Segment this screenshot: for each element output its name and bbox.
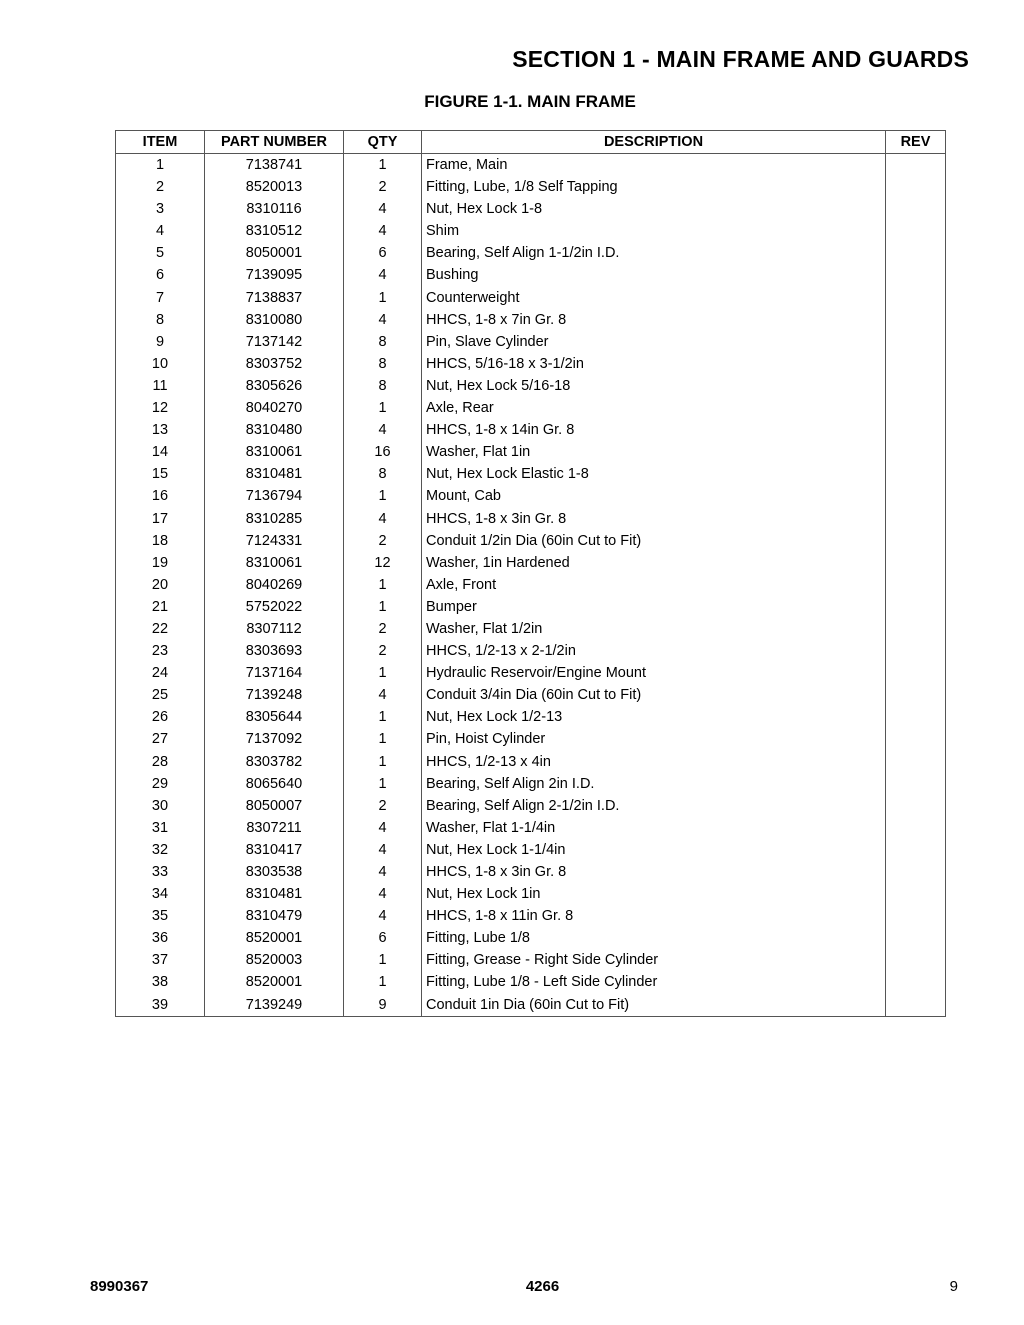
cell-qty: 8	[344, 353, 422, 375]
table-row	[116, 485, 946, 507]
cell-rev	[886, 463, 946, 485]
cell-item: 35	[116, 905, 205, 927]
cell-part-number: 8310481	[205, 883, 344, 905]
cell-qty: 2	[344, 618, 422, 640]
cell-description: Nut, Hex Lock 1/2-13	[422, 706, 886, 728]
cell-qty: 1	[344, 287, 422, 309]
cell-item: 30	[116, 795, 205, 817]
cell-part-number: 7137142	[205, 331, 344, 353]
cell-rev	[886, 640, 946, 662]
cell-part-number: 8307211	[205, 817, 344, 839]
cell-description: Fitting, Lube 1/8	[422, 927, 886, 949]
cell-qty: 4	[344, 905, 422, 927]
cell-qty: 1	[344, 154, 422, 177]
cell-description: HHCS, 1-8 x 7in Gr. 8	[422, 309, 886, 331]
cell-description: Bearing, Self Align 1-1/2in I.D.	[422, 242, 886, 264]
cell-item: 32	[116, 839, 205, 861]
column-header-description: DESCRIPTION	[422, 131, 886, 154]
cell-description: Axle, Rear	[422, 397, 886, 419]
cell-qty: 2	[344, 795, 422, 817]
cell-rev	[886, 971, 946, 993]
cell-item: 20	[116, 574, 205, 596]
table-row	[116, 971, 946, 993]
table-row	[116, 684, 946, 706]
cell-item: 28	[116, 751, 205, 773]
cell-part-number: 8040269	[205, 574, 344, 596]
cell-description: Fitting, Grease - Right Side Cylinder	[422, 949, 886, 971]
cell-qty: 4	[344, 419, 422, 441]
cell-description: Hydraulic Reservoir/Engine Mount	[422, 662, 886, 684]
cell-item: 8	[116, 309, 205, 331]
cell-rev	[886, 530, 946, 552]
cell-part-number: 8310061	[205, 552, 344, 574]
cell-part-number: 8310480	[205, 419, 344, 441]
cell-description: Fitting, Lube 1/8 - Left Side Cylinder	[422, 971, 886, 993]
cell-description: Nut, Hex Lock 1in	[422, 883, 886, 905]
cell-item: 34	[116, 883, 205, 905]
cell-rev	[886, 287, 946, 309]
cell-description: HHCS, 1/2-13 x 2-1/2in	[422, 640, 886, 662]
cell-rev	[886, 596, 946, 618]
cell-part-number: 7139249	[205, 994, 344, 1017]
cell-rev	[886, 242, 946, 264]
cell-qty: 4	[344, 220, 422, 242]
cell-rev	[886, 419, 946, 441]
table-row	[116, 242, 946, 264]
cell-qty: 1	[344, 728, 422, 750]
cell-description: HHCS, 5/16-18 x 3-1/2in	[422, 353, 886, 375]
cell-part-number: 8520013	[205, 176, 344, 198]
cell-qty: 1	[344, 596, 422, 618]
cell-qty: 8	[344, 375, 422, 397]
cell-qty: 9	[344, 994, 422, 1017]
cell-rev	[886, 905, 946, 927]
table-row	[116, 264, 946, 286]
cell-item: 6	[116, 264, 205, 286]
table-header-row	[116, 131, 946, 154]
cell-item: 14	[116, 441, 205, 463]
table-row	[116, 817, 946, 839]
cell-item: 7	[116, 287, 205, 309]
column-header-item: ITEM	[116, 131, 205, 154]
cell-item: 10	[116, 353, 205, 375]
cell-rev	[886, 751, 946, 773]
parts-table-body	[116, 154, 946, 1017]
cell-item: 27	[116, 728, 205, 750]
cell-rev	[886, 817, 946, 839]
cell-item: 26	[116, 706, 205, 728]
cell-item: 21	[116, 596, 205, 618]
cell-qty: 4	[344, 508, 422, 530]
cell-description: Conduit 1/2in Dia (60in Cut to Fit)	[422, 530, 886, 552]
cell-rev	[886, 441, 946, 463]
cell-item: 5	[116, 242, 205, 264]
cell-qty: 1	[344, 971, 422, 993]
table-row	[116, 839, 946, 861]
table-row	[116, 419, 946, 441]
cell-rev	[886, 375, 946, 397]
cell-rev	[886, 176, 946, 198]
cell-part-number: 7124331	[205, 530, 344, 552]
cell-item: 16	[116, 485, 205, 507]
cell-part-number: 7139248	[205, 684, 344, 706]
cell-qty: 16	[344, 441, 422, 463]
cell-description: HHCS, 1/2-13 x 4in	[422, 751, 886, 773]
cell-description: Conduit 1in Dia (60in Cut to Fit)	[422, 994, 886, 1017]
table-row	[116, 618, 946, 640]
cell-item: 33	[116, 861, 205, 883]
cell-description: Bushing	[422, 264, 886, 286]
cell-item: 9	[116, 331, 205, 353]
footer-doc-number: 8990367	[90, 1278, 149, 1295]
cell-item: 11	[116, 375, 205, 397]
cell-description: Bearing, Self Align 2-1/2in I.D.	[422, 795, 886, 817]
cell-item: 2	[116, 176, 205, 198]
cell-qty: 1	[344, 949, 422, 971]
table-row	[116, 795, 946, 817]
cell-qty: 4	[344, 264, 422, 286]
cell-qty: 1	[344, 706, 422, 728]
cell-part-number: 8065640	[205, 773, 344, 795]
cell-qty: 2	[344, 176, 422, 198]
cell-qty: 4	[344, 198, 422, 220]
table-row	[116, 949, 946, 971]
cell-description: HHCS, 1-8 x 14in Gr. 8	[422, 419, 886, 441]
cell-item: 23	[116, 640, 205, 662]
cell-item: 19	[116, 552, 205, 574]
cell-description: Nut, Hex Lock Elastic 1-8	[422, 463, 886, 485]
cell-item: 12	[116, 397, 205, 419]
table-row	[116, 883, 946, 905]
cell-part-number: 7138741	[205, 154, 344, 177]
cell-item: 38	[116, 971, 205, 993]
cell-item: 31	[116, 817, 205, 839]
cell-item: 36	[116, 927, 205, 949]
cell-item: 37	[116, 949, 205, 971]
cell-qty: 1	[344, 485, 422, 507]
cell-description: Washer, Flat 1-1/4in	[422, 817, 886, 839]
cell-item: 22	[116, 618, 205, 640]
table-row	[116, 552, 946, 574]
cell-part-number: 8305644	[205, 706, 344, 728]
cell-description: Nut, Hex Lock 1-8	[422, 198, 886, 220]
table-row	[116, 574, 946, 596]
cell-rev	[886, 949, 946, 971]
cell-description: HHCS, 1-8 x 3in Gr. 8	[422, 508, 886, 530]
cell-qty: 4	[344, 883, 422, 905]
cell-item: 39	[116, 994, 205, 1017]
cell-qty: 6	[344, 242, 422, 264]
cell-part-number: 8303752	[205, 353, 344, 375]
cell-part-number: 8303693	[205, 640, 344, 662]
cell-qty: 1	[344, 397, 422, 419]
cell-part-number: 8050007	[205, 795, 344, 817]
cell-qty: 4	[344, 817, 422, 839]
cell-part-number: 8040270	[205, 397, 344, 419]
cell-rev	[886, 773, 946, 795]
cell-description: Shim	[422, 220, 886, 242]
cell-description: Bearing, Self Align 2in I.D.	[422, 773, 886, 795]
table-row	[116, 861, 946, 883]
table-row	[116, 463, 946, 485]
cell-rev	[886, 331, 946, 353]
cell-part-number: 7138837	[205, 287, 344, 309]
cell-qty: 1	[344, 751, 422, 773]
cell-part-number: 8305626	[205, 375, 344, 397]
cell-item: 18	[116, 530, 205, 552]
cell-part-number: 8310479	[205, 905, 344, 927]
cell-rev	[886, 485, 946, 507]
table-row	[116, 375, 946, 397]
cell-description: Nut, Hex Lock 5/16-18	[422, 375, 886, 397]
table-row	[116, 640, 946, 662]
cell-rev	[886, 220, 946, 242]
cell-rev	[886, 552, 946, 574]
table-row	[116, 154, 946, 177]
table-row	[116, 530, 946, 552]
cell-rev	[886, 883, 946, 905]
table-row	[116, 994, 946, 1017]
cell-description: Mount, Cab	[422, 485, 886, 507]
cell-qty: 4	[344, 684, 422, 706]
table-row	[116, 397, 946, 419]
cell-rev	[886, 684, 946, 706]
cell-description: Counterweight	[422, 287, 886, 309]
cell-part-number: 8310285	[205, 508, 344, 530]
cell-part-number: 7137092	[205, 728, 344, 750]
cell-part-number: 8310481	[205, 463, 344, 485]
cell-qty: 4	[344, 861, 422, 883]
cell-part-number: 8303782	[205, 751, 344, 773]
table-row	[116, 706, 946, 728]
cell-qty: 2	[344, 640, 422, 662]
cell-rev	[886, 618, 946, 640]
table-row	[116, 441, 946, 463]
cell-description: Fitting, Lube, 1/8 Self Tapping	[422, 176, 886, 198]
table-row	[116, 927, 946, 949]
table-row	[116, 773, 946, 795]
cell-rev	[886, 662, 946, 684]
parts-table	[115, 130, 946, 1017]
cell-rev	[886, 795, 946, 817]
cell-part-number: 7139095	[205, 264, 344, 286]
cell-qty: 8	[344, 331, 422, 353]
table-row	[116, 220, 946, 242]
table-row	[116, 751, 946, 773]
cell-qty: 6	[344, 927, 422, 949]
cell-item: 4	[116, 220, 205, 242]
cell-item: 13	[116, 419, 205, 441]
cell-part-number: 7136794	[205, 485, 344, 507]
cell-description: Washer, 1in Hardened	[422, 552, 886, 574]
cell-rev	[886, 198, 946, 220]
cell-part-number: 8520001	[205, 927, 344, 949]
cell-item: 25	[116, 684, 205, 706]
table-row	[116, 662, 946, 684]
column-header-qty: QTY	[344, 131, 422, 154]
cell-description: HHCS, 1-8 x 11in Gr. 8	[422, 905, 886, 927]
cell-rev	[886, 508, 946, 530]
cell-part-number: 8307112	[205, 618, 344, 640]
cell-qty: 1	[344, 574, 422, 596]
table-row	[116, 353, 946, 375]
cell-description: Pin, Slave Cylinder	[422, 331, 886, 353]
cell-rev	[886, 574, 946, 596]
cell-rev	[886, 728, 946, 750]
cell-rev	[886, 154, 946, 177]
table-row	[116, 596, 946, 618]
column-header-rev: REV	[886, 131, 946, 154]
cell-part-number: 7137164	[205, 662, 344, 684]
cell-description: Bumper	[422, 596, 886, 618]
footer-page-number: 9	[949, 1278, 958, 1295]
cell-description: Washer, Flat 1in	[422, 441, 886, 463]
cell-rev	[886, 397, 946, 419]
cell-qty: 1	[344, 773, 422, 795]
cell-rev	[886, 264, 946, 286]
cell-part-number: 8050001	[205, 242, 344, 264]
figure-title: FIGURE 1-1. MAIN FRAME	[424, 92, 636, 111]
cell-qty: 12	[344, 552, 422, 574]
cell-item: 24	[116, 662, 205, 684]
cell-qty: 1	[344, 662, 422, 684]
cell-qty: 4	[344, 839, 422, 861]
cell-description: Nut, Hex Lock 1-1/4in	[422, 839, 886, 861]
cell-rev	[886, 309, 946, 331]
cell-item: 1	[116, 154, 205, 177]
cell-part-number: 8520003	[205, 949, 344, 971]
cell-part-number: 8310080	[205, 309, 344, 331]
cell-item: 3	[116, 198, 205, 220]
cell-qty: 4	[344, 309, 422, 331]
cell-description: Frame, Main	[422, 154, 886, 177]
cell-qty: 8	[344, 463, 422, 485]
cell-part-number: 5752022	[205, 596, 344, 618]
cell-rev	[886, 706, 946, 728]
table-row	[116, 728, 946, 750]
section-title: SECTION 1 - MAIN FRAME AND GUARDS	[512, 46, 969, 72]
cell-rev	[886, 994, 946, 1017]
cell-description: Washer, Flat 1/2in	[422, 618, 886, 640]
cell-part-number: 8310061	[205, 441, 344, 463]
cell-item: 29	[116, 773, 205, 795]
cell-qty: 2	[344, 530, 422, 552]
table-row	[116, 331, 946, 353]
cell-part-number: 8303538	[205, 861, 344, 883]
table-row	[116, 309, 946, 331]
footer-model: 4266	[525, 1278, 560, 1295]
cell-rev	[886, 861, 946, 883]
table-row	[116, 905, 946, 927]
cell-part-number: 8310512	[205, 220, 344, 242]
table-row	[116, 198, 946, 220]
cell-description: Pin, Hoist Cylinder	[422, 728, 886, 750]
cell-rev	[886, 353, 946, 375]
cell-rev	[886, 927, 946, 949]
cell-description: Conduit 3/4in Dia (60in Cut to Fit)	[422, 684, 886, 706]
column-header-part-number: PART NUMBER	[205, 131, 344, 154]
cell-rev	[886, 839, 946, 861]
cell-description: Axle, Front	[422, 574, 886, 596]
table-row	[116, 176, 946, 198]
cell-part-number: 8520001	[205, 971, 344, 993]
table-row	[116, 287, 946, 309]
cell-part-number: 8310116	[205, 198, 344, 220]
cell-item: 15	[116, 463, 205, 485]
table-row	[116, 508, 946, 530]
cell-item: 17	[116, 508, 205, 530]
cell-part-number: 8310417	[205, 839, 344, 861]
cell-description: HHCS, 1-8 x 3in Gr. 8	[422, 861, 886, 883]
